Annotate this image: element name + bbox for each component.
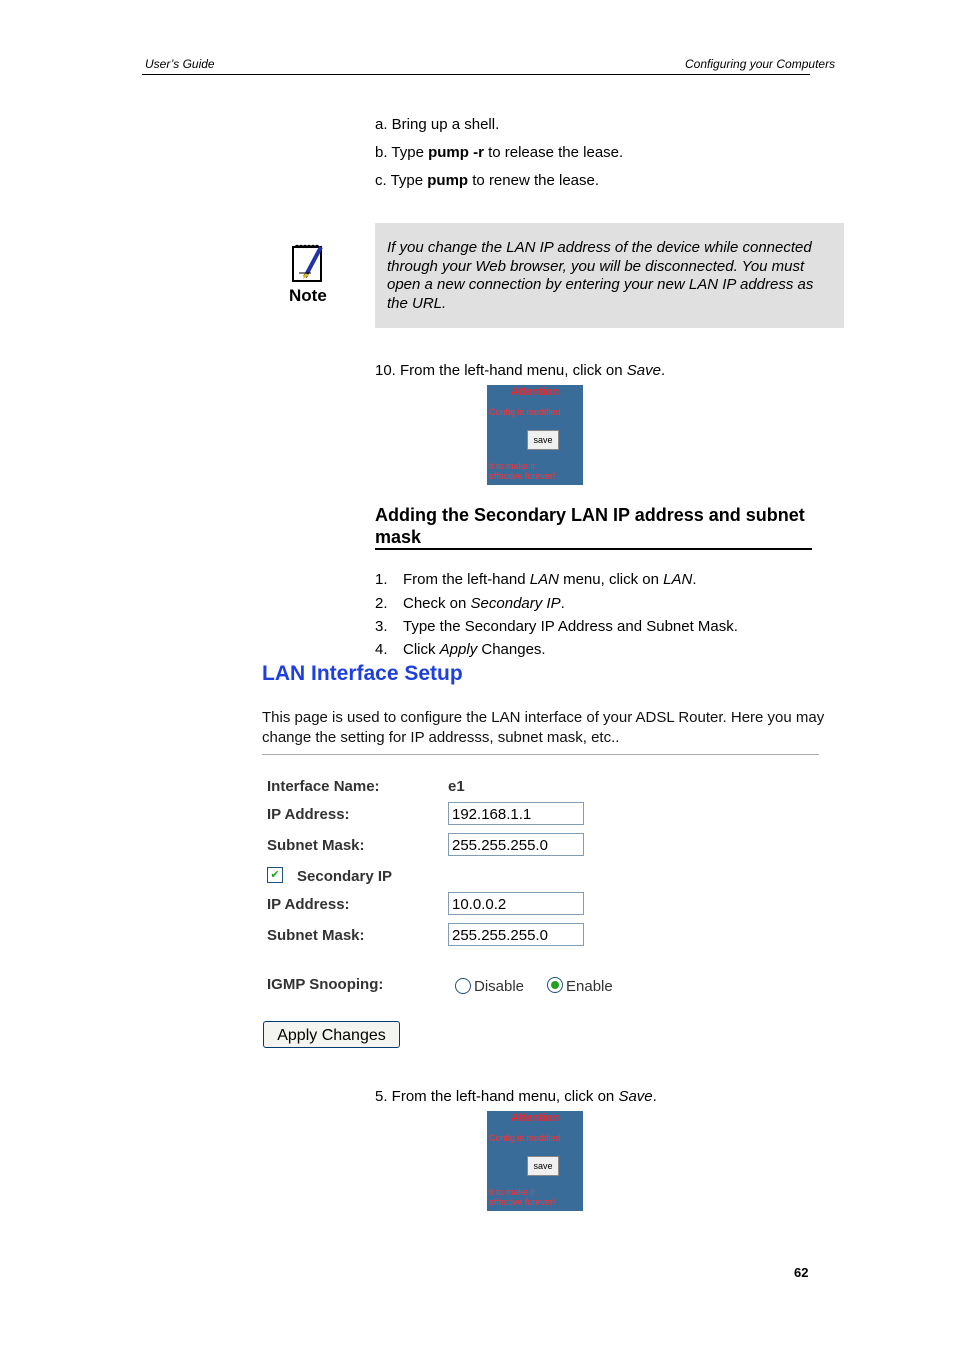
- lan-setup-description: This page is used to configure the LAN interface of your ADSL Router. Here you may change the setting for IP addresss, subnet mask, etc..: [262, 709, 825, 746]
- step-4: 4. Click Apply Changes.: [375, 641, 546, 658]
- step-10: 10. From the left-hand menu, click on Save.: [375, 362, 666, 379]
- secondary-ip-address-label: IP Address:: [267, 896, 350, 913]
- secondary-ip-checkbox[interactable]: ✔: [267, 867, 283, 883]
- section-divider: [375, 548, 812, 550]
- attention-footer-text: it to make it effective forever!: [489, 461, 556, 481]
- note-text: If you change the LAN IP address of the device while connected through your Web browser, you will be disconnected. You must open a new connection by entering your new LAN IP address as the URL.: [387, 239, 814, 312]
- lan-setup-divider: [262, 754, 819, 755]
- attention-title: Attention: [510, 386, 560, 398]
- step-2: 2. Check on Secondary IP.: [375, 595, 565, 612]
- attention-footer-text-2: it to make it effective forever!: [489, 1187, 556, 1207]
- note-label: Note: [289, 286, 327, 305]
- apply-changes-button[interactable]: Apply Changes: [263, 1021, 400, 1048]
- subnet-mask-label: Subnet Mask:: [267, 837, 365, 854]
- secondary-subnet-mask-input[interactable]: 255.255.255.0: [448, 923, 584, 946]
- step-3: 3. Type the Secondary IP Address and Subnet Mask.: [375, 618, 738, 635]
- page-number: 62: [794, 1265, 809, 1280]
- interface-name-label: Interface Name:: [267, 778, 380, 795]
- igmp-disable-radio[interactable]: [455, 978, 471, 994]
- step-c: c. Type pump to renew the lease.: [375, 172, 600, 189]
- step-1: 1. From the left-hand LAN menu, click on LAN.: [375, 571, 697, 588]
- secondary-ip-address-input[interactable]: 10.0.0.2: [448, 892, 584, 915]
- header-right: Configuring your Computers: [685, 57, 836, 71]
- secondary-subnet-mask-label: Subnet Mask:: [267, 927, 365, 944]
- attention-config-text-2: Config is modified: [489, 1133, 561, 1143]
- step-a: a. Bring up a shell.: [375, 116, 500, 133]
- step-5: 5. From the left-hand menu, click on Save.: [375, 1088, 657, 1105]
- interface-name-value: e1: [448, 778, 465, 795]
- igmp-snooping-label: IGMP Snooping:: [267, 976, 384, 993]
- step-b: b. Type pump -r to release the lease.: [375, 144, 624, 161]
- section-title: Adding the Secondary LAN IP address and subnet mask: [375, 505, 805, 547]
- save-button-2[interactable]: save: [527, 1156, 559, 1176]
- attention-panel-2: [487, 1111, 583, 1211]
- attention-title-2: Attention: [510, 1112, 560, 1124]
- save-button[interactable]: save: [527, 430, 559, 450]
- igmp-enable-label: Enable: [566, 978, 613, 995]
- ip-address-input[interactable]: 192.168.1.1: [448, 802, 584, 825]
- ip-address-label: IP Address:: [267, 806, 350, 823]
- attention-config-text: Config is modified: [489, 407, 561, 417]
- lan-setup-title: LAN Interface Setup: [262, 662, 463, 685]
- header-divider: [142, 74, 810, 75]
- secondary-ip-label: Secondary IP: [297, 868, 393, 885]
- header-left: User’s Guide: [145, 57, 215, 71]
- subnet-mask-input[interactable]: 255.255.255.0: [448, 833, 584, 856]
- igmp-disable-label: Disable: [474, 978, 525, 995]
- igmp-enable-radio[interactable]: [547, 977, 563, 993]
- attention-panel: [487, 385, 583, 485]
- note-icon: [291, 243, 329, 290]
